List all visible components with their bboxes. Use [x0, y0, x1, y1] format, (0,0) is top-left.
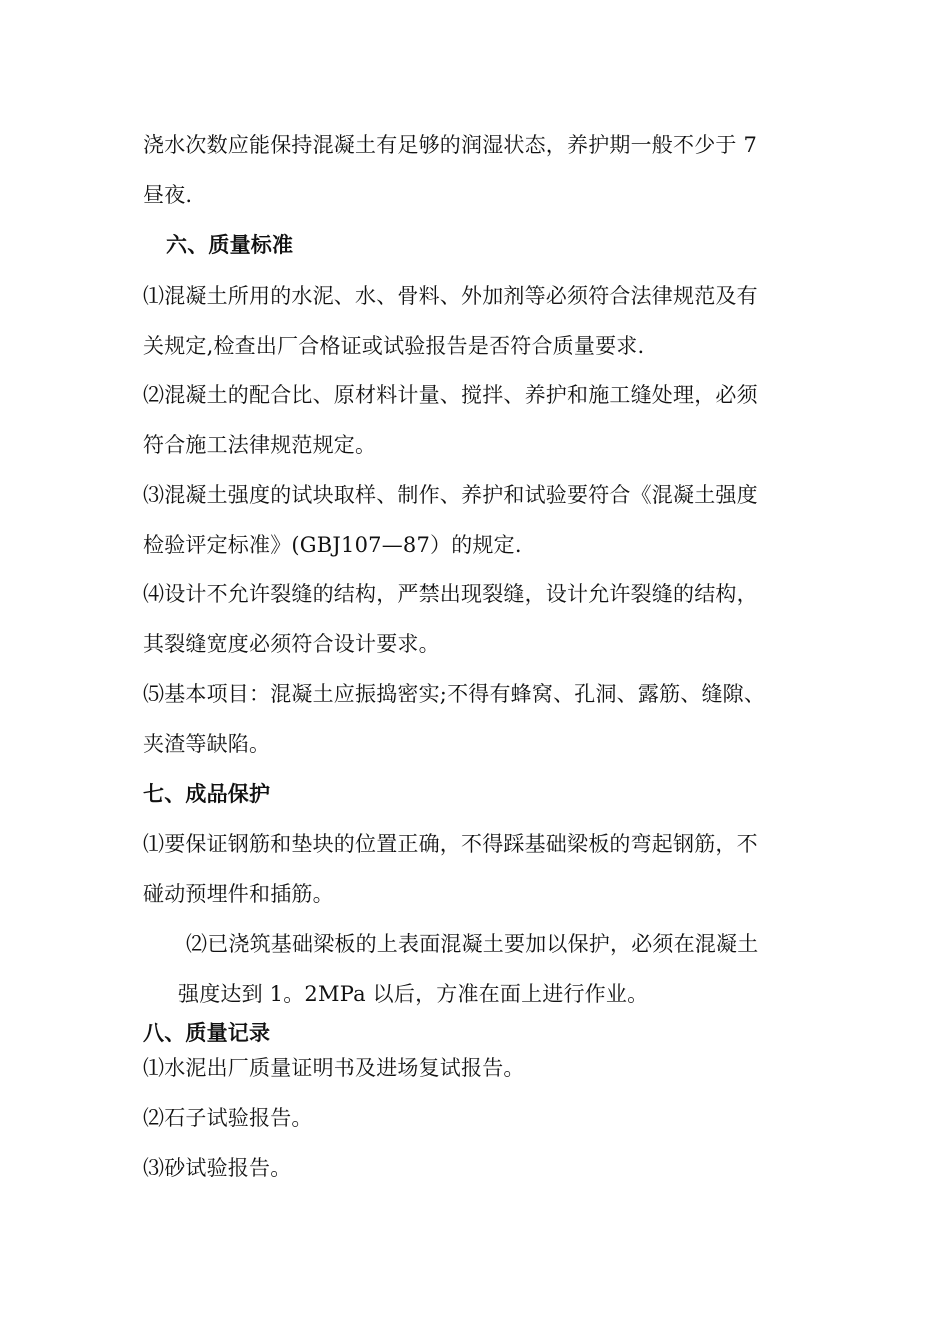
section-6-item-3-line-1: ⑶混凝土强度的试块取样、制作、养护和试验要符合《混凝土强度 — [143, 483, 758, 507]
section-6-item-2-line-2: 符合施工法律规范规定。 — [143, 433, 377, 457]
section-8-item-1: ⑴水泥出厂质量证明书及进场复试报告。 — [143, 1056, 525, 1080]
section-8-item-3: ⑶砂试验报告。 — [143, 1156, 292, 1180]
intro-line-2: 昼夜. — [143, 183, 193, 207]
section-7-item-2-line-2: 强度达到 1。2MPa 以后，方准在面上进行作业。 — [178, 982, 649, 1006]
section-6-item-4-line-1: ⑷设计不允许裂缝的结构，严禁出现裂缝，设计允许裂缝的结构， — [143, 582, 758, 606]
section-6-item-3-line-2: 检验评定标准》(GBJ107—87）的规定. — [143, 533, 522, 557]
section-7-item-2-line-1: ⑵已浇筑基础梁板的上表面混凝土要加以保护，必须在混凝土 — [186, 932, 759, 956]
section-7-item-1-line-2: 碰动预埋件和插筋。 — [143, 882, 334, 906]
section-8-heading: 八、质量记录 — [143, 1021, 271, 1045]
section-7-item-1-line-1: ⑴要保证钢筋和垫块的位置正确，不得踩基础梁板的弯起钢筋，不 — [143, 832, 758, 856]
section-6-item-1-line-1: ⑴混凝土所用的水泥、水、骨料、外加剂等必须符合法律规范及有 — [143, 284, 758, 308]
section-6-item-2-line-1: ⑵混凝土的配合比、原材料计量、搅拌、养护和施工缝处理，必须 — [143, 383, 758, 407]
section-6-item-1-line-2: 关规定,检查出厂合格证或试验报告是否符合质量要求. — [143, 334, 645, 358]
section-8-item-2: ⑵石子试验报告。 — [143, 1106, 313, 1130]
intro-line-1: 浇水次数应能保持混凝土有足够的润湿状态，养护期一般不少于 7 — [143, 133, 758, 157]
section-6-item-4-line-2: 其裂缝宽度必须符合设计要求。 — [143, 632, 440, 656]
section-6-item-5-line-1: ⑸基本项目：混凝土应振捣密实;不得有蜂窝、孔洞、露筋、缝隙、 — [143, 682, 766, 706]
section-6-heading: 六、质量标准 — [166, 233, 294, 257]
section-6-item-5-line-2: 夹渣等缺陷。 — [143, 732, 271, 756]
section-7-heading: 七、成品保护 — [143, 782, 271, 806]
